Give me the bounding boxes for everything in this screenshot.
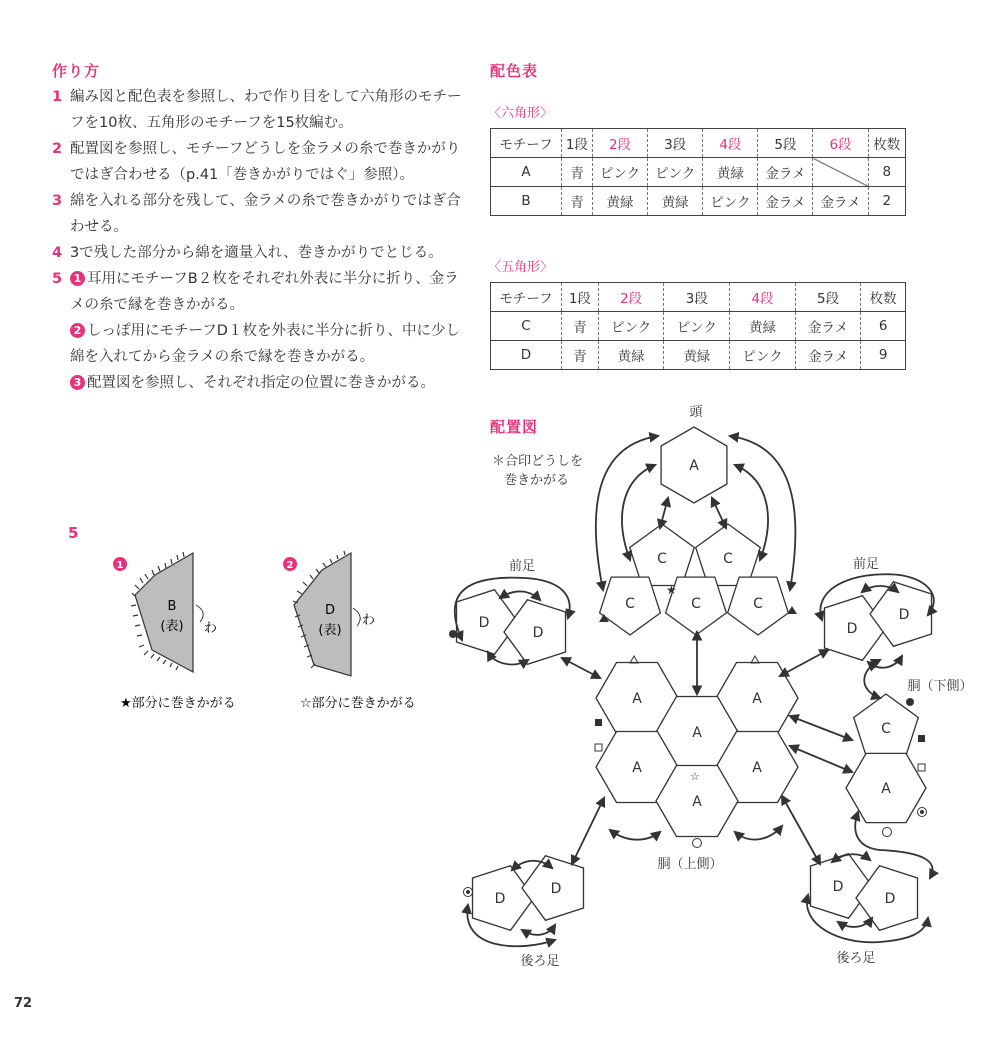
ear-letter: B [167,599,177,614]
hexagon-label: 〈六角形〉 [488,106,554,121]
layout-note: ＊合印どうしを 巻きかがる [492,454,584,488]
layout-diagram-heading: 配置図 [490,418,539,436]
black-square-mark [918,735,925,742]
mark-2-text: 2 [286,560,294,571]
color-table-heading: 配色表 [490,62,539,80]
label-head: 頭 [689,405,703,420]
tail-sub: (表) [318,623,342,638]
pentagon-motif-c-letter: C [881,721,891,737]
hexagon-motif-a-letter: A [752,760,762,776]
hexagon-motif-a-letter: A [881,781,891,797]
black-circle-mark [906,698,914,706]
label-back-leg-right: 後ろ足 [836,951,876,966]
circled-number-3: 3 [70,375,85,390]
fold-label-wa-tail: わ [362,613,376,628]
hexagon-motif-a-letter: A [689,458,699,474]
caption-right: ☆部分に巻きかがる [300,696,416,711]
double-circle-mark-dot [920,810,924,814]
pentagon-motif-d-letter: D [846,621,858,637]
pentagon-motif-d-letter: D [832,879,844,895]
mark-1-text: 1 [116,560,124,571]
label-body-lower: 胴（下側） [907,679,973,694]
pentagon-motif-c-letter: C [723,551,733,567]
tail-letter: D [324,603,336,618]
circled-number-1: 1 [70,271,85,286]
pentagon-label: 〈五角形〉 [488,260,554,275]
black-triangle-mark [787,606,797,614]
table-row: B 青 黄緑 黄緑 ピンク 金ラメ 金ラメ 2 [491,187,906,216]
white-circle-mark [883,828,892,837]
step-1: 1 編み図と配色表を参照し、わで作り目をして六角形のモチーフを10枚、五角形のモチーフを15枚編む。 [52,89,462,131]
substep-2: 2 しっぽ用にモチーフD１枚を外表に半分に折り、中に少し綿を入れてから金ラメの糸で縁を巻きかがる。 [70,323,460,365]
black-square-mark [595,719,602,726]
white-circle-mark [693,839,702,848]
hexagon-motif-a-letter: A [692,725,702,741]
black-circle-mark [449,630,457,638]
white-star-mark: ☆ [690,770,700,783]
caption-left: ★部分に巻きかがる [120,696,236,711]
fold-label-wa: わ [204,621,218,636]
step-2: 2 配置図を参照し、モチーフどうしを金ラメの糸で巻きかがりではぎ合わせる（p.41「巻きかがりではぐ」参照）。 [52,141,461,183]
pentagon-motif-c-letter: C [753,596,763,612]
hexagon-motif-a-letter: A [632,691,642,707]
hexagon-motif-a-letter: A [752,691,762,707]
page-number: 72 [14,996,33,1011]
circled-number-2: 2 [70,323,85,338]
step-5: 5 1 耳用にモチーフB２枚をそれぞれ外表に半分に折り、金ラメの糸で縁を巻きかがる。 [52,271,459,313]
hexagon-motif-a-letter: A [692,794,702,810]
step5-figure-label: 5 [68,524,79,542]
pentagon-motif-c-letter: C [657,551,667,567]
label-front-leg-right: 前足 [852,557,880,572]
pentagon-motif-d-letter: D [550,881,562,897]
ear-sub: (表) [160,619,184,634]
table-row: C 青 ピンク ピンク 黄緑 金ラメ 6 [491,312,906,341]
table-row: D 青 黄緑 黄緑 ピンク 金ラメ 9 [491,341,906,370]
hexagon-motif-a-letter: A [632,760,642,776]
pentagon-motif-d-letter: D [898,607,910,623]
label-body-upper: 胴（上側） [657,857,723,872]
label-front-leg-left: 前足 [508,559,536,574]
pentagon-motif-c-letter: C [691,596,701,612]
white-square-mark [918,764,925,771]
black-star-mark: ★ [666,583,677,597]
double-circle-mark-dot [466,890,470,894]
substep-3: 3 配置図を参照し、それぞれ指定の位置に巻きかがる。 [52,370,472,396]
step-4: 4 3で残した部分から綿を適量入れ、巻きかがりでとじる。 [52,245,443,261]
table-row: A 青 ピンク ピンク 黄緑 金ラメ 8 [491,158,906,187]
label-back-leg-left: 後ろ足 [520,954,560,969]
pentagon-motif-d-letter: D [884,891,896,907]
step-3: 3 綿を入れる部分を残して、金ラメの糸で巻きかがりではぎ合わせる。 [52,193,461,235]
pentagon-motif-d-letter: D [494,891,506,907]
pentagon-motif-d-letter: D [478,615,490,631]
white-square-mark [595,744,602,751]
table-header-row: モチーフ 1段 2段 3段 4段 5段 6段 枚数 [491,129,906,158]
instructions-heading: 作り方 [52,62,101,80]
pentagon-motif-d-letter: D [532,625,544,641]
pentagon-motif-c-letter: C [625,596,635,612]
table-header-row: モチーフ 1段 2段 3段 4段 5段 枚数 [491,283,906,312]
